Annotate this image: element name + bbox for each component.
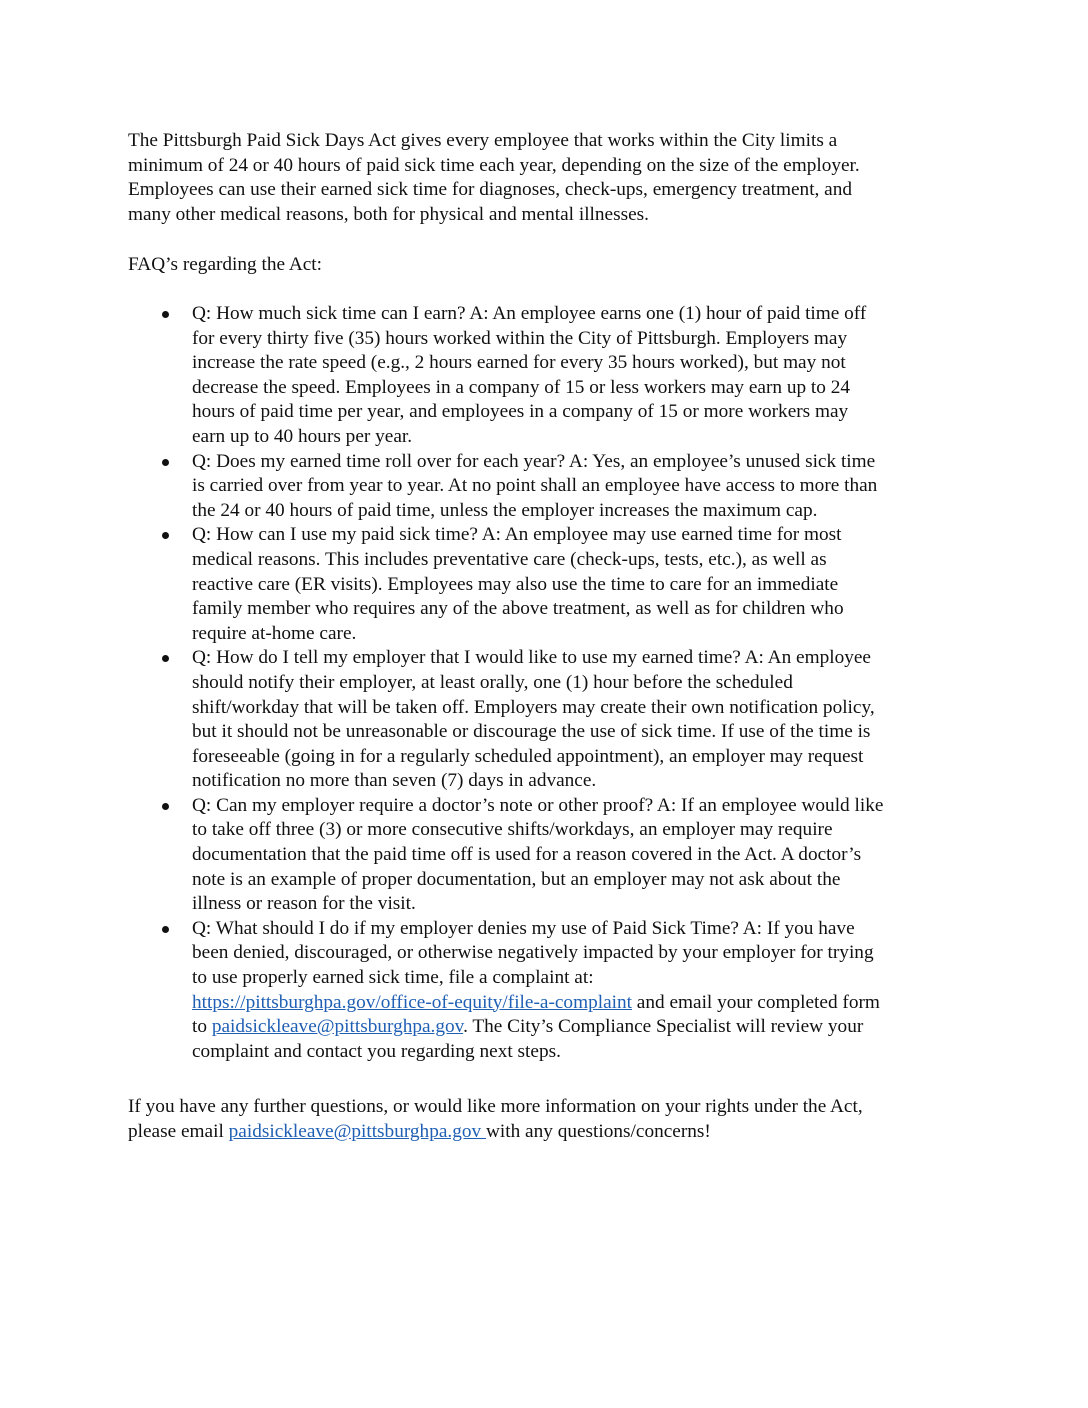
bullet-icon bbox=[162, 803, 169, 810]
closing-paragraph bbox=[128, 1095, 978, 1144]
faq-item-notify bbox=[192, 646, 972, 794]
complaint-link[interactable]: https://pittsburghpa.gov/office-of-equity/file-a-complaint bbox=[192, 991, 632, 1013]
faq-line: to use properly earned sick time, file a complaint at: bbox=[192, 967, 594, 989]
intro-paragraph bbox=[128, 129, 968, 227]
faq-line: earn up to 40 hours per year. bbox=[192, 425, 413, 447]
faq-item-rollover bbox=[192, 450, 972, 524]
faq-line: family member who requires any of the above treatment, as well as for children who bbox=[192, 598, 844, 620]
email-link[interactable]: paidsickleave@pittsburghpa.gov bbox=[211, 1016, 464, 1038]
intro-line: minimum of 24 or 40 hours of paid sick time each year, depending on the size of the employer. bbox=[128, 154, 860, 176]
closing-text: with any questions/concerns! bbox=[485, 1120, 711, 1142]
faq-heading: FAQ’s regarding the Act: bbox=[128, 254, 323, 275]
faq-line: should notify their employer, at least orally, one (1) hour before the scheduled bbox=[192, 671, 793, 693]
faq-text: to bbox=[192, 1016, 212, 1038]
faq-text: . The City’s Compliance Specialist will review your bbox=[463, 1016, 864, 1038]
faq-line: Q: How much sick time can I earn? A: An employee earns one (1) hour of paid time off bbox=[192, 303, 867, 324]
bullet-icon bbox=[162, 459, 169, 466]
closing-line: If you have any further questions, or would like more information on your rights under the Act, bbox=[128, 1096, 863, 1117]
closing-email-link[interactable]: paidsickleave@pittsburghpa.gov bbox=[228, 1120, 486, 1142]
faq-list bbox=[192, 302, 972, 1064]
faq-line: hours of paid time per year, and employees in a company of 15 or more workers may bbox=[192, 401, 849, 423]
faq-line: to take off three (3) or more consecutive shifts/workdays, an employer may require bbox=[192, 819, 833, 841]
faq-line: decrease the speed. Employees in a company of 15 or less workers may earn up to 24 bbox=[192, 376, 851, 398]
faq-line: for every thirty five (35) hours worked within the City of Pittsburgh. Employers may bbox=[192, 327, 848, 349]
faq-line: is carried over from year to year. At no point shall an employee have access to more than bbox=[192, 475, 878, 497]
faq-line: increase the rate speed (e.g., 2 hours earned for every 35 hours worked), but may not bbox=[192, 352, 846, 374]
faq-line: notification no more than seven (7) days in advance. bbox=[192, 770, 597, 792]
faq-line: complaint and contact you regarding next steps. bbox=[192, 1040, 561, 1062]
faq-line: require at-home care. bbox=[192, 622, 357, 644]
faq-line: the 24 or 40 hours of paid time, unless the employer increases the maximum cap. bbox=[192, 499, 818, 521]
intro-line: The Pittsburgh Paid Sick Days Act gives every employee that works within the City limits a bbox=[128, 130, 838, 151]
faq-line: medical reasons. This includes preventative care (check-ups, tests, etc.), as well as bbox=[192, 548, 827, 570]
faq-line: Q: How do I tell my employer that I would like to use my earned time? A: An employee bbox=[192, 647, 871, 669]
bullet-icon bbox=[162, 926, 169, 933]
faq-text: and email your completed form bbox=[631, 991, 880, 1013]
faq-line: note is an example of proper documentation, but an employer may not ask about the bbox=[192, 868, 841, 890]
faq-line: Q: How can I use my paid sick time? A: An employee may use earned time for most bbox=[192, 524, 842, 546]
faq-line: documentation that the paid time off is used for a reason covered in the Act. A doctor’s bbox=[192, 844, 862, 866]
faq-line: foreseeable (going in for a regularly scheduled appointment), an employer may request bbox=[192, 745, 864, 767]
faq-item-earn bbox=[192, 302, 972, 450]
bullet-icon bbox=[162, 311, 169, 318]
faq-line: shift/workday that will be taken off. Employers may create their own notification policy, bbox=[192, 696, 875, 718]
faq-line: reactive care (ER visits). Employees may also use the time to care for an immediate bbox=[192, 573, 839, 595]
closing-text: please email bbox=[128, 1120, 229, 1142]
faq-line: but it should not be unreasonable or discourage the use of sick time. If use of the time is bbox=[192, 721, 871, 743]
intro-line: Employees can use their earned sick time for diagnoses, check-ups, emergency treatment, and bbox=[128, 179, 853, 201]
bullet-icon bbox=[162, 655, 169, 662]
faq-item-denied bbox=[192, 917, 972, 1065]
faq-item-usage bbox=[192, 523, 972, 646]
bullet-icon bbox=[162, 532, 169, 539]
faq-item-proof bbox=[192, 794, 972, 917]
intro-line: many other medical reasons, both for physical and mental illnesses. bbox=[128, 203, 649, 225]
faq-line: Q: Does my earned time roll over for each year? A: Yes, an employee’s unused sick time bbox=[192, 450, 876, 472]
faq-line: Q: Can my employer require a doctor’s note or other proof? A: If an employee would like bbox=[192, 794, 884, 816]
faq-line: illness or reason for the visit. bbox=[192, 893, 416, 915]
faq-line: been denied, discouraged, or otherwise negatively impacted by your employer for trying bbox=[192, 942, 874, 964]
faq-line: Q: What should I do if my employer denies my use of Paid Sick Time? A: If you have bbox=[192, 917, 855, 939]
